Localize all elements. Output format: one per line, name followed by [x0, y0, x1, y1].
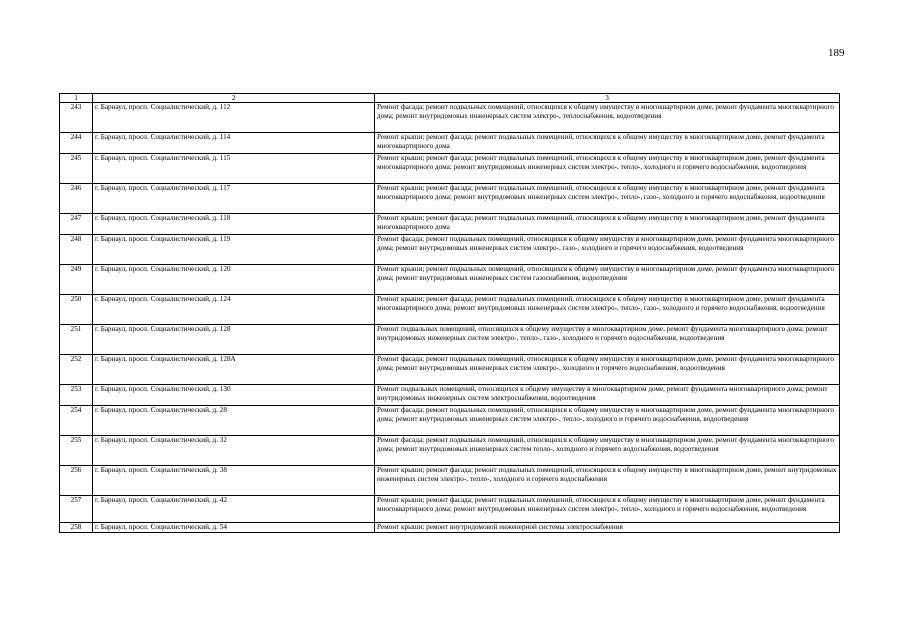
row-address: г. Барнаул, просп. Социалистический, д. 119 [93, 235, 375, 265]
row-number: 255 [60, 436, 93, 466]
table-row [60, 523, 840, 533]
row-number: 244 [60, 133, 93, 154]
row-address: г. Барнаул, просп. Социалистический, д. 128А [93, 355, 375, 385]
row-number: 254 [60, 406, 93, 436]
header-col-3: 3 [375, 94, 840, 103]
page-number: 189 [828, 47, 845, 59]
table-row [60, 214, 840, 235]
row-address: г. Барнаул, просп. Социалистический, д. 112 [93, 103, 375, 133]
row-works: Ремонт крыши; ремонт фасада; ремонт подвальных помещений, относящихся к общему имуществу в многоквартирном доме, ремонт внутридомовых инженерных систем электро-, тепло-, холодного и горячего водоснабжения [375, 466, 840, 496]
row-works: Ремонт крыши; ремонт фасада; ремонт подвальных помещений, относящихся к общему имуществу в многоквартирном доме, ремонт фундамента многоквартирного дома; ремонт внутридомовых инженерных систем электро-, тепло-, газо-, холодного и горячего водоснабжения, водоотведения [375, 295, 840, 325]
row-address: г. Барнаул, просп. Социалистический, д. 130 [93, 385, 375, 406]
table-row [60, 265, 840, 295]
table-row [60, 436, 840, 466]
row-number: 250 [60, 295, 93, 325]
row-address: г. Барнаул, просп. Социалистический, д. 114 [93, 133, 375, 154]
row-address: г. Барнаул, просп. Социалистический, д. 117 [93, 184, 375, 214]
table-row [60, 496, 840, 523]
row-address: г. Барнаул, просп. Социалистический, д. 54 [93, 523, 375, 533]
row-address: г. Барнаул, просп. Социалистический, д. 32 [93, 436, 375, 466]
row-works: Ремонт подвальных помещений, относящихся к общему имуществу в многоквартирном доме, ремонт фундамента многоквартирного дома; ремонт внутридомовых инженерных систем электро-, тепло-, газо-, холодного и горячего водоснабжения, водоотведения [375, 325, 840, 355]
row-works: Ремонт фасада; ремонт подвальных помещений, относящихся к общему имуществу в многоквартирном доме, ремонт фундамента многоквартирного дома; ремонт внутридомовых инженерных систем электро-, газо-, холодного и горячего водоснабжения, водоотведения [375, 235, 840, 265]
table-row [60, 355, 840, 385]
row-number: 256 [60, 466, 93, 496]
row-number: 243 [60, 103, 93, 133]
table-row [60, 103, 840, 133]
row-address: г. Барнаул, просп. Социалистический, д. 118 [93, 214, 375, 235]
row-works: Ремонт крыши; ремонт внутридомовой инженерной системы электроснабжения [375, 523, 840, 533]
table-row [60, 235, 840, 265]
row-works: Ремонт крыши; ремонт фасада; ремонт подвальных помещений, относящихся к общему имуществу в многоквартирном доме, ремонт фундамента многоквартирного дома; ремонт внутридомовых инженерных систем электро-, тепло-, газо-, холодного и горячего водоснабжения, водоотведения [375, 184, 840, 214]
housing-repair-table [59, 93, 840, 533]
row-number: 251 [60, 325, 93, 355]
table-header [60, 94, 840, 103]
table-row [60, 295, 840, 325]
row-address: г. Барнаул, просп. Социалистический, д. 115 [93, 154, 375, 184]
row-number: 247 [60, 214, 93, 235]
row-works: Ремонт крыши; ремонт фасада; ремонт подвальных помещений, относящихся к общему имуществу в многоквартирном доме, ремонт фундамента многоквартирного дома [375, 214, 840, 235]
row-works: Ремонт крыши; ремонт подвальных помещений, относящихся к общему имуществу в многоквартирном доме, ремонт фундамента многоквартирного дома; ремонт внутридомовых инженерных систем газоснабжения, водоотведения [375, 265, 840, 295]
row-works: Ремонт крыши; ремонт фасада; ремонт подвальных помещений, относящихся к общему имуществу в многоквартирном доме, ремонт фундамента многоквартирного дома; ремонт внутридомовых инженерных систем электро-, тепло-, холодного и горячего водоснабжения, водоотведения [375, 154, 840, 184]
row-address: г. Барнаул, просп. Социалистический, д. 38 [93, 466, 375, 496]
row-works: Ремонт фасада; ремонт подвальных помещений, относящихся к общему имуществу в многоквартирном доме, ремонт фундамента многоквартирного дома; ремонт внутридомовых инженерных систем электро-, теплоснабжения, водоотведения [375, 103, 840, 133]
row-number: 258 [60, 523, 93, 533]
row-number: 246 [60, 184, 93, 214]
row-address: г. Барнаул, просп. Социалистический, д. 120 [93, 265, 375, 295]
row-works: Ремонт фасада; ремонт подвальных помещений, относящихся к общему имуществу в многоквартирном доме, ремонт фундамента многоквартирного дома; ремонт внутридомовых инженерных систем электро-, холодного и горячего водоснабжения, водоотведения [375, 355, 840, 385]
row-number: 257 [60, 496, 93, 523]
row-works: Ремонт крыши; ремонт фасада; ремонт подвальных помещений, относящихся к общему имуществу в многоквартирном доме, ремонт фундамента многоквартирного дома; ремонт внутридомовых инженерных систем электро-, тепло-, холодного и горячего водоснабжения, водоотведения [375, 496, 840, 523]
row-number: 245 [60, 154, 93, 184]
table-row [60, 466, 840, 496]
table-row [60, 184, 840, 214]
row-works: Ремонт фасада; ремонт подвальных помещений, относящихся к общему имуществу в многоквартирном доме, ремонт фундамента многоквартирного дома; ремонт внутридомовых инженерных систем электро-, тепло-, холодного и горячего водоснабжения, водоотведения [375, 406, 840, 436]
row-number: 249 [60, 265, 93, 295]
row-works: Ремонт крыши; ремонт фасада; ремонт подвальных помещений, относящихся к общему имуществу в многоквартирном доме, ремонт фундамента многоквартирного дома [375, 133, 840, 154]
row-address: г. Барнаул, просп. Социалистический, д. 42 [93, 496, 375, 523]
table-row [60, 406, 840, 436]
row-address: г. Барнаул, просп. Социалистический, д. 28 [93, 406, 375, 436]
row-works: Ремонт фасада; ремонт подвальных помещений, относящихся к общему имуществу в многоквартирном доме, ремонт фундамента многоквартирного дома; ремонт внутридомовых инженерных систем тепло-, холодного и горячего водоснабжения, водоотведения [375, 436, 840, 466]
table-row [60, 154, 840, 184]
table-row [60, 325, 840, 355]
header-col-2: 2 [93, 94, 375, 103]
row-number: 252 [60, 355, 93, 385]
header-col-1: 1 [60, 94, 93, 103]
row-works: Ремонт подвальных помещений, относящихся к общему имуществу в многоквартирном доме, ремонт фундамента многоквартирного дома; ремонт внутридомовых инженерных систем электроснабжения, водоотведения [375, 385, 840, 406]
table-row [60, 133, 840, 154]
table-row [60, 385, 840, 406]
row-number: 253 [60, 385, 93, 406]
row-address: г. Барнаул, просп. Социалистический, д. 128 [93, 325, 375, 355]
row-address: г. Барнаул, просп. Социалистический, д. 124 [93, 295, 375, 325]
row-number: 248 [60, 235, 93, 265]
